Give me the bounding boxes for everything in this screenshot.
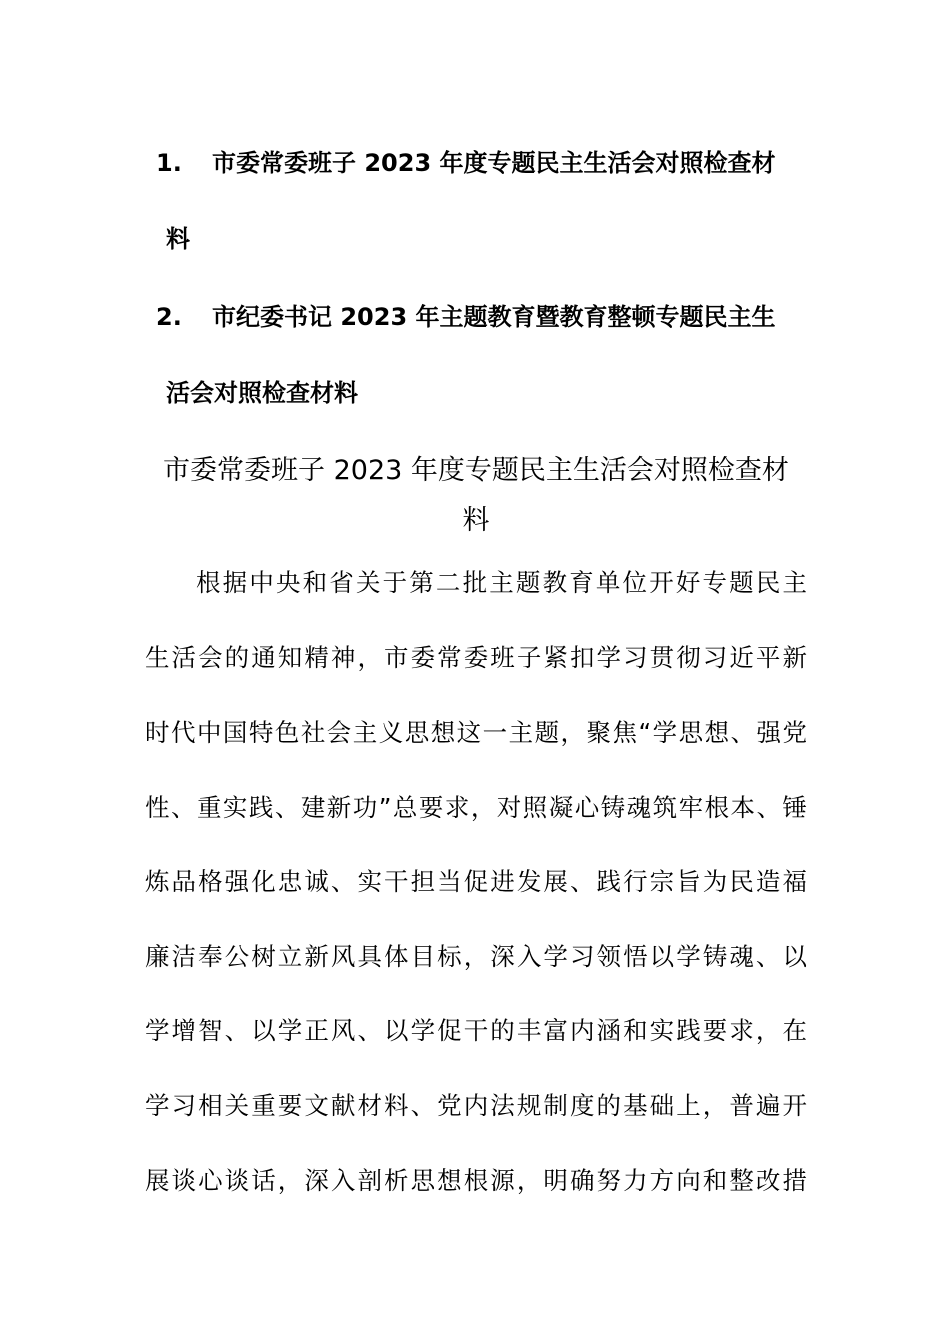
body-line: 廉洁奉公树立新风具体目标，深入学习领悟以学铸魂、以 [145,942,807,971]
body-line: 学习相关重要文献材料、党内法规制度的基础上，普遍开 [145,1091,807,1120]
toc-item-1-number: 1. [156,149,182,177]
toc-item-2-number: 2. [156,303,182,331]
body-line: 性、重实践、建新功”总要求，对照凝心铸魂筑牢根本、锤 [145,793,807,822]
body-line: 炼品格强化忠诚、实干担当促进发展、践行宗旨为民造福 [145,867,807,896]
toc-item-2-link[interactable]: 市纪委书记 2023 年主题教育暨教育整顿专题民主生 [212,303,776,331]
toc-item-1-link[interactable]: 市委常委班子 2023 年度专题民主生活会对照检查材 [212,149,776,177]
body-line: 学增智、以学正风、以学促干的丰富内涵和实践要求，在 [145,1016,807,1045]
body-line: 根据中央和省关于第二批主题教育单位开好专题民主 [196,568,807,597]
body-line: 时代中国特色社会主义思想这一主题，聚焦“学思想、强党 [145,718,807,747]
toc-item-2-link-cont[interactable]: 活会对照检查材料 [166,379,358,407]
document-title-line-1: 市委常委班子 2023 年度专题民主生活会对照检查材 [163,455,789,486]
document-title-line-2: 料 [462,505,490,536]
body-line: 展谈心谈话，深入剖析思想根源，明确努力方向和整改措 [145,1166,807,1195]
body-line: 生活会的通知精神，市委常委班子紧扣学习贯彻习近平新 [145,643,807,672]
toc-item-1-link-cont[interactable]: 料 [166,225,190,253]
